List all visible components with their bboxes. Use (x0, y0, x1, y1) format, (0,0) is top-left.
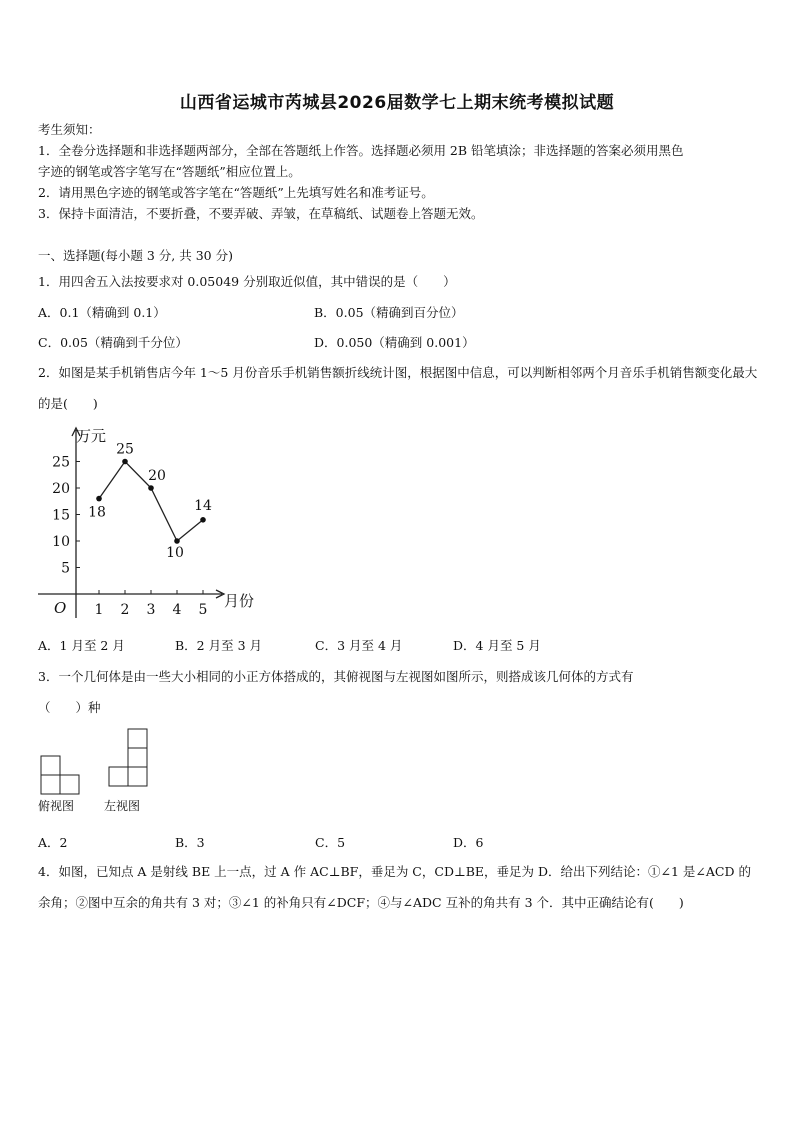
q3-option-b: B．3 (175, 835, 205, 850)
notice-heading: 考生须知： (38, 122, 101, 137)
notice-item-2: 2．请用黑色字迹的钢笔或答字笔在“答题纸”上先填写姓名和准考证号。 (38, 185, 434, 200)
q2-stem: 2．如图是某手机销售店今年 1～5 月份音乐手机销售额折线统计图，根据图中信息，可以判断相邻两个月音乐手机销售额变化最大的是( ) (38, 365, 758, 411)
q1-option-c: C．0.05（精确到千分位） (38, 335, 188, 350)
origin-label: O (54, 599, 67, 617)
data-label: 18 (88, 504, 106, 521)
y-tick-label: 25 (52, 454, 70, 471)
y-tick-label: 20 (52, 481, 70, 497)
q1-option-d: D．0.050（精确到 0.001） (314, 335, 475, 350)
q2-option-c: C．3 月至 4 月 (315, 638, 403, 653)
x-axis-label: 月份 (224, 592, 255, 610)
top-view-caption: 俯视图 (38, 799, 75, 813)
left-view-caption: 左视图 (104, 799, 141, 813)
data-point (96, 496, 102, 502)
y-tick-label: 10 (52, 534, 70, 550)
data-label: 20 (148, 468, 166, 484)
top-view-cell (60, 775, 79, 794)
q2-option-b: B．2 月至 3 月 (175, 638, 263, 653)
q2-option-d: D．4 月至 5 月 (453, 638, 541, 653)
y-tick-label: 15 (52, 507, 70, 524)
x-tick-label: 1 (94, 602, 104, 618)
left-view-cell (128, 729, 147, 748)
left-view-cell (128, 748, 147, 767)
notice-item-3: 3．保持卡面清洁，不要折叠，不要弄破、弄皱，在草稿纸、试题卷上答题无效。 (38, 206, 484, 221)
data-point (122, 459, 128, 465)
sales-line-chart (36, 422, 266, 622)
section-heading: 一、选择题(每小题 3 分, 共 30 分) (38, 248, 233, 263)
x-tick-label: 5 (198, 602, 208, 618)
data-point (148, 485, 154, 491)
q1-stem: 1．用四舍五入法按要求对 0.05049 分别取近似值，其中错误的是（ ） (38, 274, 456, 289)
page-title: 山西省运城市芮城县2026届数学七上期末统考模拟试题 (179, 93, 615, 113)
data-label: 10 (166, 545, 184, 561)
q1-option-b: B．0.05（精确到百分位） (314, 305, 464, 320)
q3-stem-line-2: （ ）种 (38, 700, 101, 715)
q2-option-a: A．1 月至 2 月 (38, 638, 125, 653)
data-point (200, 517, 206, 523)
x-tick-label: 2 (120, 602, 130, 618)
x-tick-label: 4 (172, 602, 182, 618)
q3-views-figure (38, 728, 158, 798)
data-label: 14 (194, 497, 212, 514)
data-point (174, 538, 180, 544)
y-tick-label: 5 (61, 560, 70, 577)
q4-stem: 4．如图，已知点 A 是射线 BE 上一点，过 A 作 AC⊥BF，垂足为 C，CD⊥BE，垂足为 D．给出下列结论：①∠1 是∠ACD 的余角；②图中互余的角共有 3 对；③∠1 的补角只有∠DCF；④与∠ADC 互补的角共有 3 个．其中正确结论有( ) (38, 864, 751, 910)
top-view (41, 756, 79, 794)
notice-item-1-line-2: 字迹的钢笔或答字笔写在“答题纸”相应位置上。 (38, 164, 301, 179)
chart-series (88, 442, 212, 562)
x-tick-label: 3 (146, 602, 156, 618)
left-view-cell (109, 767, 128, 786)
q1-option-a: A．0.1（精确到 0.1） (38, 305, 166, 320)
notice-item-1-line-1: 1．全卷分选择题和非选择题两部分，全部在答题纸上作答。选择题必须用 2B 铅笔填涂；非选择题的答案必须用黑色 (38, 143, 684, 158)
q3-option-d: D．6 (453, 835, 484, 850)
top-view-cell (41, 775, 60, 794)
data-label: 25 (116, 441, 134, 458)
q3-option-a: A．2 (38, 835, 68, 850)
q3-stem-line-1: 3．一个几何体是由一些大小相同的小正方体搭成的，其俯视图与左视图如图所示，则搭成该几何体的方式有 (38, 669, 634, 684)
y-axis-label: 万元 (76, 427, 107, 445)
top-view-cell (41, 756, 60, 775)
left-view (109, 729, 147, 786)
left-view-cell (128, 767, 147, 786)
q3-option-c: C．5 (315, 835, 346, 850)
